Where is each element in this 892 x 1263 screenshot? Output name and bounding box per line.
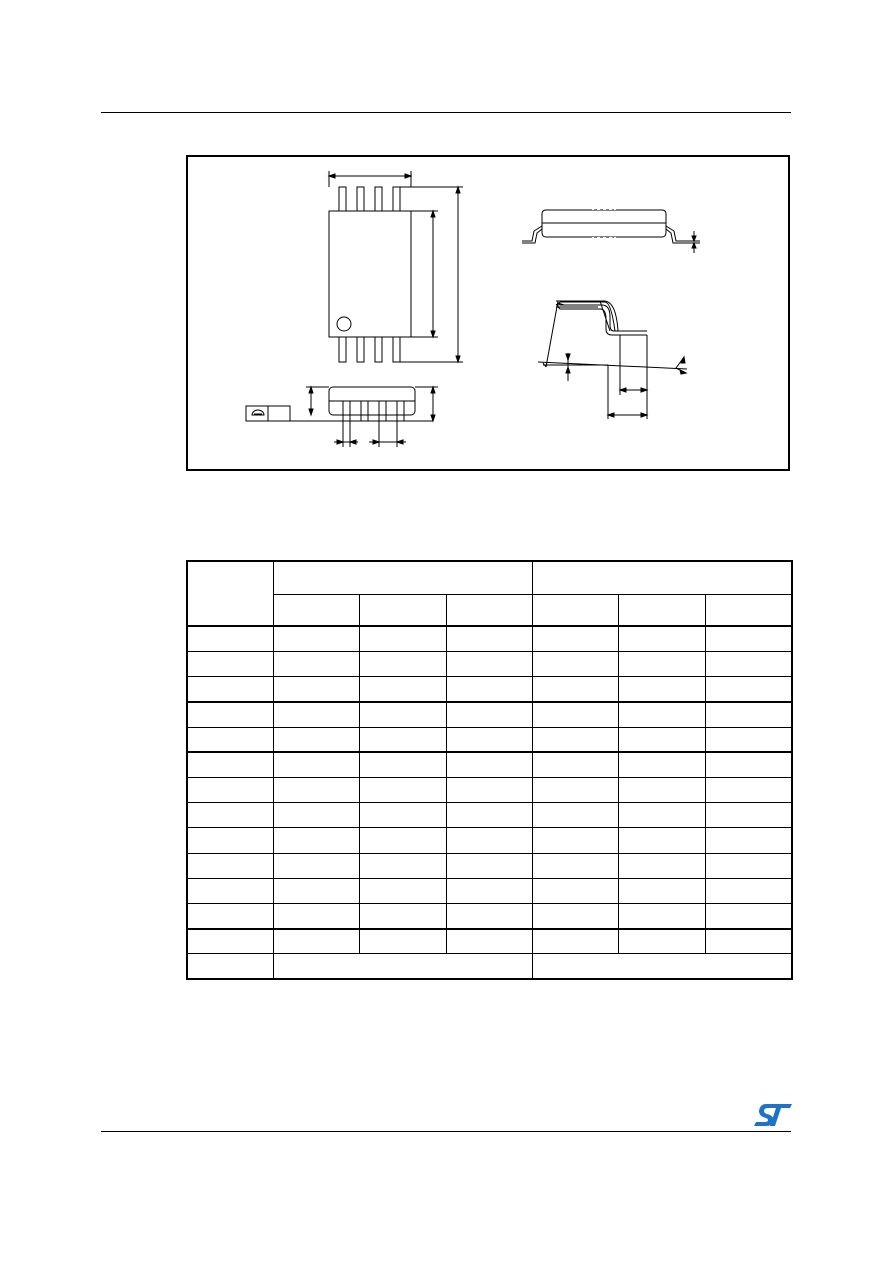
header-cell-group-2	[532, 561, 792, 594]
footer-rule	[101, 1131, 791, 1132]
table-subheader-row	[187, 594, 792, 626]
header-cell-dim	[187, 561, 273, 626]
top-view	[329, 171, 463, 362]
table-row	[187, 727, 792, 752]
st-logo	[754, 1104, 792, 1126]
dimensions-table	[186, 560, 793, 980]
end-view	[522, 208, 700, 253]
table-header-row	[187, 561, 792, 594]
table-row	[187, 626, 792, 651]
subheader-cell	[618, 594, 705, 626]
table-row	[187, 777, 792, 802]
header-rule	[101, 112, 791, 113]
table-row	[187, 677, 792, 702]
subheader-cell	[273, 594, 359, 626]
table-row	[187, 652, 792, 677]
table-row	[187, 803, 792, 828]
lead-detail-view	[538, 301, 687, 419]
table-row	[187, 752, 792, 777]
table-row	[187, 828, 792, 853]
table-row	[187, 929, 792, 954]
table-row-last	[187, 954, 792, 979]
subheader-cell	[705, 594, 792, 626]
table-row	[187, 702, 792, 727]
subheader-cell	[446, 594, 532, 626]
subheader-cell	[532, 594, 618, 626]
header-cell-group-1	[273, 561, 532, 594]
package-outline-figure	[186, 155, 790, 471]
package-outline-drawing	[188, 157, 788, 469]
side-view	[246, 387, 438, 447]
subheader-cell	[359, 594, 446, 626]
table-row	[187, 878, 792, 903]
table-row	[187, 853, 792, 878]
table-row	[187, 903, 792, 928]
